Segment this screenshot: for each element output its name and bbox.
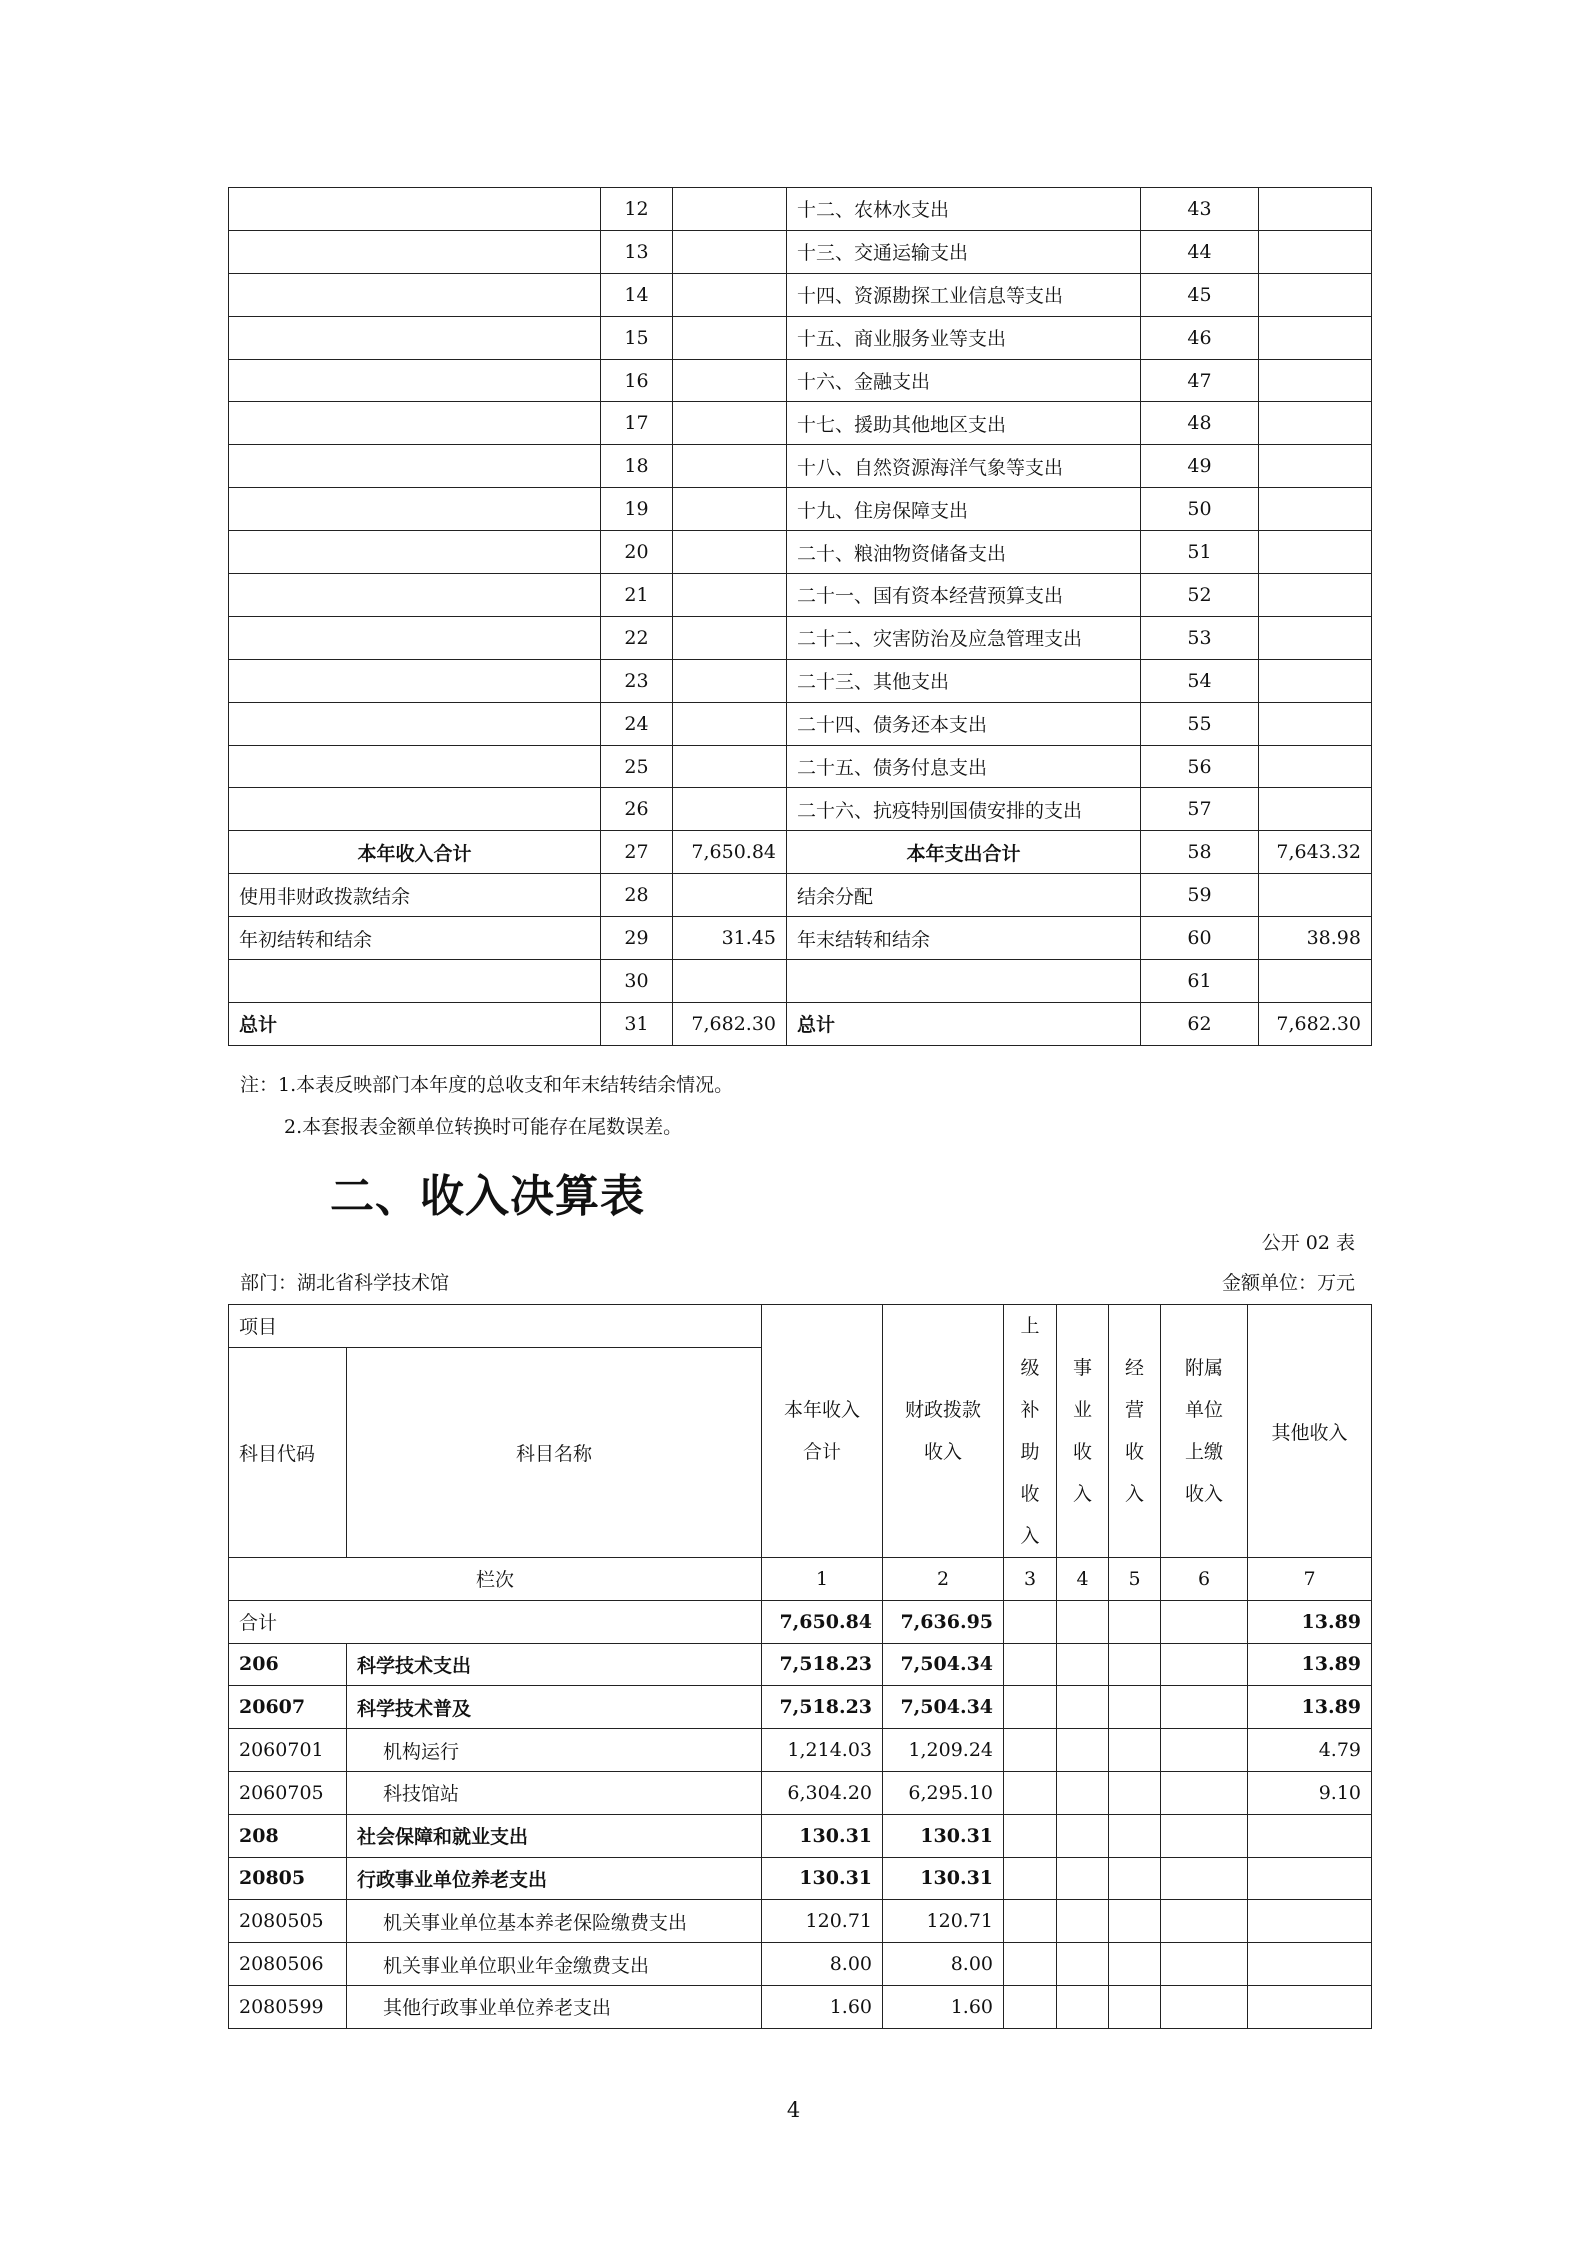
cell-c5: 60: [1141, 917, 1259, 960]
cell-c2: 31: [601, 1002, 673, 1045]
cell-c2: 21: [601, 574, 673, 617]
cell-c1: [229, 316, 601, 359]
cell-c2: 19: [601, 488, 673, 531]
header-item: 项目: [229, 1305, 762, 1348]
table-row: [229, 874, 1372, 917]
cell-v7: [1248, 1900, 1372, 1943]
header-col2: [883, 1305, 1004, 1558]
cell-c5: 43: [1141, 188, 1259, 231]
department-label: 部门：湖北省科学技术馆: [240, 1272, 450, 1294]
cell-c2: 26: [601, 788, 673, 831]
cell-c5: 45: [1141, 273, 1259, 316]
income-final-accounts-table: [228, 1304, 1372, 2029]
table-row: [229, 1857, 1372, 1900]
cell-c5: 51: [1141, 531, 1259, 574]
cell-c2: 14: [601, 273, 673, 316]
cell-c2: 17: [601, 402, 673, 445]
cell-name: 机关事业单位职业年金缴费支出: [347, 1943, 762, 1986]
cell-c6: 7,682.30: [1259, 1002, 1372, 1045]
cell-c3: [673, 273, 787, 316]
income-expenditure-summary-table: [228, 187, 1372, 1046]
cell-c3: [673, 531, 787, 574]
header-col1-label: 本年收入合计: [784, 1399, 861, 1463]
cell-c3: [673, 316, 787, 359]
table-row: [229, 188, 1372, 231]
cell-c1: [229, 445, 601, 488]
header-col6-label: 附属单位上缴收入: [1185, 1357, 1224, 1505]
cell-c1: [229, 230, 601, 273]
cell-c2: 16: [601, 359, 673, 402]
cell-v7: [1248, 1985, 1372, 2028]
cell-v7: [1248, 1943, 1372, 1986]
cell-v2: 6,295.10: [883, 1771, 1004, 1814]
cell-c4: 本年支出合计: [787, 831, 1141, 874]
cell-v1: 120.71: [762, 1900, 883, 1943]
cell-c6: [1259, 874, 1372, 917]
cell-c4: 二十三、其他支出: [787, 659, 1141, 702]
header-name: 科目名称: [347, 1347, 762, 1557]
table-row: [229, 1814, 1372, 1857]
cell-v7: 9.10: [1248, 1771, 1372, 1814]
table-row: [229, 531, 1372, 574]
table-row: [229, 702, 1372, 745]
cell-c4: 十四、资源勘探工业信息等支出: [787, 273, 1141, 316]
cell-c1: [229, 960, 601, 1003]
cell-c5: 56: [1141, 745, 1259, 788]
cell-c4: 年末结转和结余: [787, 917, 1141, 960]
cell-v7: [1248, 1814, 1372, 1857]
cell-code: 20805: [229, 1857, 347, 1900]
cell-c6: [1259, 788, 1372, 831]
lanci-7: 7: [1248, 1558, 1372, 1601]
cell-c6: [1259, 574, 1372, 617]
total-v7: 13.89: [1248, 1600, 1372, 1643]
cell-v2: 130.31: [883, 1857, 1004, 1900]
cell-v1: 130.31: [762, 1814, 883, 1857]
lanci-3: 3: [1004, 1558, 1057, 1601]
cell-c1: [229, 745, 601, 788]
cell-c4: [787, 960, 1141, 1003]
cell-c4: 十三、交通运输支出: [787, 230, 1141, 273]
cell-c6: [1259, 316, 1372, 359]
cell-v2: 7,504.34: [883, 1643, 1004, 1686]
cell-c2: 13: [601, 230, 673, 273]
table-row: [229, 316, 1372, 359]
cell-name: 社会保障和就业支出: [347, 1814, 762, 1857]
cell-code: 208: [229, 1814, 347, 1857]
table-row: [229, 1643, 1372, 1686]
cell-c4: 二十五、债务付息支出: [787, 745, 1141, 788]
cell-v1: 130.31: [762, 1857, 883, 1900]
cell-c5: 62: [1141, 1002, 1259, 1045]
cell-c1: [229, 659, 601, 702]
table-row: [229, 917, 1372, 960]
cell-v7: [1248, 1857, 1372, 1900]
cell-c1: [229, 488, 601, 531]
cell-c2: 20: [601, 531, 673, 574]
cell-c1: [229, 402, 601, 445]
cell-name: 机关事业单位基本养老保险缴费支出: [347, 1900, 762, 1943]
cell-v1: 7,518.23: [762, 1686, 883, 1729]
cell-c6: [1259, 745, 1372, 788]
cell-code: 2080506: [229, 1943, 347, 1986]
cell-c3: [673, 574, 787, 617]
header-col2-label: 财政拨款收入: [905, 1399, 982, 1463]
cell-c6: [1259, 188, 1372, 231]
cell-c2: 25: [601, 745, 673, 788]
header-code: 科目代码: [229, 1347, 347, 1557]
header-col4: [1057, 1305, 1109, 1558]
cell-c3: 7,682.30: [673, 1002, 787, 1045]
table-row: [229, 831, 1372, 874]
cell-c3: [673, 616, 787, 659]
cell-name: 行政事业单位养老支出: [347, 1857, 762, 1900]
cell-c3: [673, 402, 787, 445]
cell-c1: 总计: [229, 1002, 601, 1045]
cell-c4: 二十四、债务还本支出: [787, 702, 1141, 745]
cell-name: 科技馆站: [347, 1771, 762, 1814]
cell-name: 机构运行: [347, 1729, 762, 1772]
table-row: [229, 1771, 1372, 1814]
cell-c5: 54: [1141, 659, 1259, 702]
cell-code: 2060701: [229, 1729, 347, 1772]
cell-c6: 38.98: [1259, 917, 1372, 960]
cell-c6: [1259, 230, 1372, 273]
cell-c4: 十九、住房保障支出: [787, 488, 1141, 531]
cell-c2: 30: [601, 960, 673, 1003]
cell-c4: 十七、援助其他地区支出: [787, 402, 1141, 445]
cell-code: 2060705: [229, 1771, 347, 1814]
cell-c6: [1259, 960, 1372, 1003]
cell-c6: [1259, 488, 1372, 531]
cell-c4: 十五、商业服务业等支出: [787, 316, 1141, 359]
cell-c1: [229, 359, 601, 402]
cell-c4: 二十、粮油物资储备支出: [787, 531, 1141, 574]
header-col7: 其他收入: [1248, 1305, 1372, 1558]
table-row: [229, 745, 1372, 788]
cell-c2: 23: [601, 659, 673, 702]
cell-c6: [1259, 702, 1372, 745]
cell-c5: 44: [1141, 230, 1259, 273]
cell-v7: 13.89: [1248, 1686, 1372, 1729]
cell-c6: [1259, 531, 1372, 574]
cell-c2: 22: [601, 616, 673, 659]
cell-c5: 57: [1141, 788, 1259, 831]
cell-v2: 120.71: [883, 1900, 1004, 1943]
cell-code: 2080599: [229, 1985, 347, 2028]
table-row: [229, 1686, 1372, 1729]
cell-c5: 61: [1141, 960, 1259, 1003]
cell-c2: 18: [601, 445, 673, 488]
cell-c3: 31.45: [673, 917, 787, 960]
cell-c4: 二十六、抗疫特别国债安排的支出: [787, 788, 1141, 831]
cell-c1: 年初结转和结余: [229, 917, 601, 960]
cell-v2: 1,209.24: [883, 1729, 1004, 1772]
cell-c6: [1259, 445, 1372, 488]
cell-c2: 27: [601, 831, 673, 874]
cell-c3: [673, 702, 787, 745]
note-2: 2.本套报表金额单位转换时可能存在尾数误差。: [284, 1116, 683, 1138]
cell-v2: 8.00: [883, 1943, 1004, 1986]
total-v2: 7,636.95: [883, 1600, 1004, 1643]
cell-c1: 本年收入合计: [229, 831, 601, 874]
cell-c6: [1259, 273, 1372, 316]
total-v1: 7,650.84: [762, 1600, 883, 1643]
cell-c5: 46: [1141, 316, 1259, 359]
table-notes: [240, 1064, 733, 1148]
cell-c5: 59: [1141, 874, 1259, 917]
table-row: [229, 960, 1372, 1003]
cell-c3: [673, 445, 787, 488]
cell-c2: 29: [601, 917, 673, 960]
cell-c1: [229, 616, 601, 659]
table-row: [229, 1729, 1372, 1772]
cell-c4: 总计: [787, 1002, 1141, 1045]
header-col5: [1109, 1305, 1161, 1558]
cell-c6: [1259, 616, 1372, 659]
table-row: [229, 1943, 1372, 1986]
cell-v1: 1,214.03: [762, 1729, 883, 1772]
page-number: 4: [786, 2098, 801, 2122]
cell-c2: 15: [601, 316, 673, 359]
table-row: [229, 788, 1372, 831]
table-row: [229, 1985, 1372, 2028]
table-row: [229, 616, 1372, 659]
lanci-1: 1: [762, 1558, 883, 1601]
header-col6: [1161, 1305, 1248, 1558]
cell-c2: 24: [601, 702, 673, 745]
cell-c3: [673, 874, 787, 917]
table-row: [229, 488, 1372, 531]
cell-code: 2080505: [229, 1900, 347, 1943]
cell-c3: [673, 659, 787, 702]
cell-c4: 十八、自然资源海洋气象等支出: [787, 445, 1141, 488]
cell-v1: 6,304.20: [762, 1771, 883, 1814]
cell-c6: [1259, 402, 1372, 445]
cell-v2: 7,504.34: [883, 1686, 1004, 1729]
header-col4-label: 事业收入: [1073, 1357, 1093, 1505]
amount-unit-label: 金额单位：万元: [1221, 1272, 1355, 1294]
cell-c4: 二十一、国有资本经营预算支出: [787, 574, 1141, 617]
cell-c3: [673, 230, 787, 273]
cell-c3: [673, 745, 787, 788]
cell-c1: [229, 531, 601, 574]
table-row: [229, 659, 1372, 702]
table-row: [229, 1002, 1372, 1045]
cell-v1: 7,518.23: [762, 1643, 883, 1686]
cell-c3: [673, 188, 787, 231]
cell-code: 20607: [229, 1686, 347, 1729]
cell-c1: [229, 188, 601, 231]
lanci-2: 2: [883, 1558, 1004, 1601]
cell-c5: 47: [1141, 359, 1259, 402]
section-title: 二、收入决算表: [330, 1171, 645, 1222]
cell-name: 科学技术普及: [347, 1686, 762, 1729]
header-col1: [762, 1305, 883, 1558]
cell-v7: 13.89: [1248, 1643, 1372, 1686]
cell-c6: 7,643.32: [1259, 831, 1372, 874]
cell-v2: 1.60: [883, 1985, 1004, 2028]
lanci-6: 6: [1161, 1558, 1248, 1601]
header-col5-label: 经营收入: [1125, 1357, 1145, 1505]
header-col3-label: 上级补助收入: [1020, 1315, 1040, 1547]
table-row: [229, 230, 1372, 273]
cell-name: 其他行政事业单位养老支出: [347, 1985, 762, 2028]
header-col3: [1004, 1305, 1057, 1558]
cell-c4: 结余分配: [787, 874, 1141, 917]
cell-c5: 50: [1141, 488, 1259, 531]
cell-c2: 12: [601, 188, 673, 231]
lanci-5: 5: [1109, 1558, 1161, 1601]
total-label: 合计: [229, 1600, 762, 1643]
cell-c5: 53: [1141, 616, 1259, 659]
cell-v2: 130.31: [883, 1814, 1004, 1857]
header-lanci: 栏次: [229, 1558, 762, 1601]
table-row: [229, 574, 1372, 617]
cell-c1: [229, 788, 601, 831]
cell-v1: 1.60: [762, 1985, 883, 2028]
cell-name: 科学技术支出: [347, 1643, 762, 1686]
cell-c5: 48: [1141, 402, 1259, 445]
cell-c3: [673, 359, 787, 402]
note-1: 注：1.本表反映部门本年度的总收支和年末结转结余情况。: [240, 1074, 734, 1096]
table-number: 公开 02 表: [1261, 1232, 1355, 1254]
cell-c4: 十二、农林水支出: [787, 188, 1141, 231]
cell-c1: [229, 702, 601, 745]
cell-c5: 49: [1141, 445, 1259, 488]
cell-v1: 8.00: [762, 1943, 883, 1986]
cell-c3: [673, 788, 787, 831]
cell-c4: 十六、金融支出: [787, 359, 1141, 402]
cell-c2: 28: [601, 874, 673, 917]
table-row: [229, 273, 1372, 316]
cell-c6: [1259, 359, 1372, 402]
table-row: [229, 359, 1372, 402]
cell-code: 206: [229, 1643, 347, 1686]
cell-c5: 52: [1141, 574, 1259, 617]
cell-c4: 二十二、灾害防治及应急管理支出: [787, 616, 1141, 659]
cell-c6: [1259, 659, 1372, 702]
table-row: [229, 402, 1372, 445]
lanci-4: 4: [1057, 1558, 1109, 1601]
table-row: [229, 1900, 1372, 1943]
cell-c1: 使用非财政拨款结余: [229, 874, 601, 917]
table-row: [229, 445, 1372, 488]
cell-c1: [229, 574, 601, 617]
cell-c3: [673, 960, 787, 1003]
cell-c5: 55: [1141, 702, 1259, 745]
cell-c3: [673, 488, 787, 531]
cell-c3: 7,650.84: [673, 831, 787, 874]
cell-v7: 4.79: [1248, 1729, 1372, 1772]
cell-c5: 58: [1141, 831, 1259, 874]
cell-c1: [229, 273, 601, 316]
